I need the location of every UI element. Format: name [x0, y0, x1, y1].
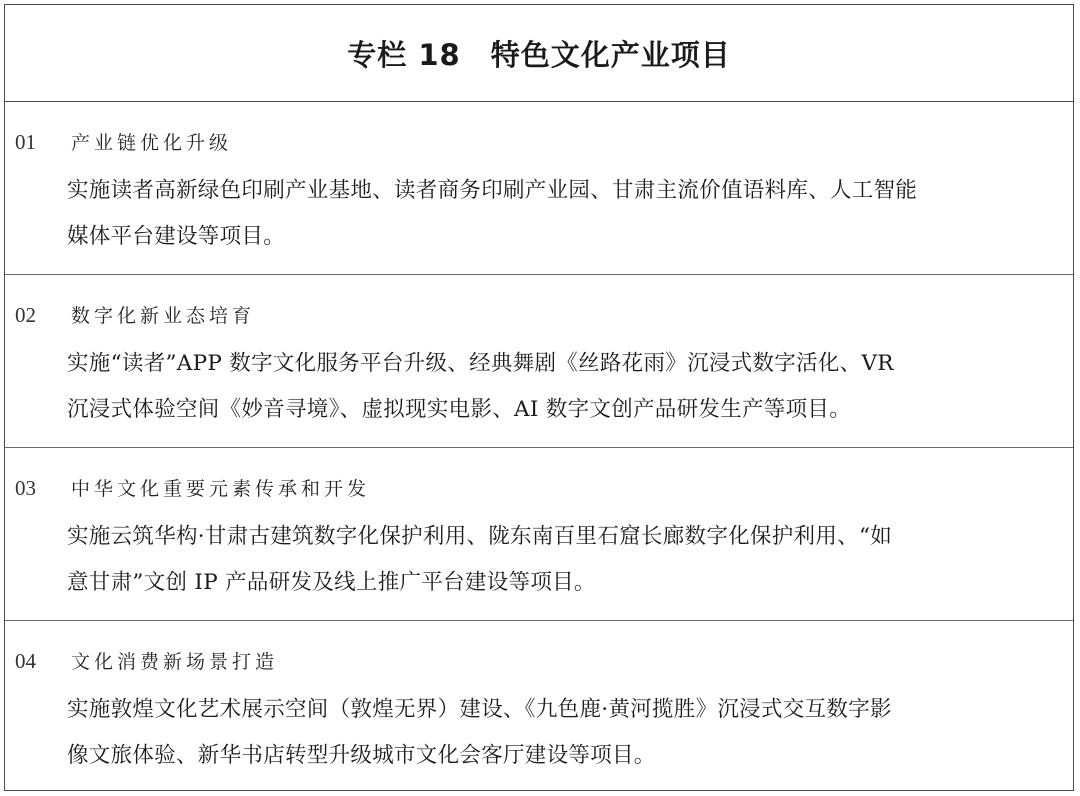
section-body: [67, 514, 1067, 606]
section-heading: 数字化新业态培育: [71, 305, 256, 327]
section-body: [67, 341, 1067, 433]
section-heading: 中华文化重要元素传承和开发: [71, 478, 371, 500]
body-line: 沉浸式体验空间《妙音寻境》、虚拟现实电影、AI 数字文创产品研发生产等项目。: [67, 397, 852, 422]
section-04: [5, 621, 1073, 793]
title-row: [5, 5, 1073, 102]
body-line: 实施敦煌文化艺术展示空间（敦煌无界）建设、《九色鹿·黄河揽胜》沉浸式交互数字影: [67, 697, 892, 722]
section-number: 01: [15, 130, 36, 154]
body-line: 实施“读者”APP 数字文化服务平台升级、经典舞剧《丝路花雨》沉浸式数字活化、VR: [67, 351, 894, 376]
feature-table: [4, 4, 1074, 791]
body-line: 媒体平台建设等项目。: [67, 224, 286, 249]
section-02: [5, 275, 1073, 448]
section-header: [15, 128, 232, 155]
section-number: 03: [15, 476, 36, 500]
section-01: [5, 102, 1073, 275]
section-heading: 产业链优化升级: [71, 132, 233, 154]
section-header: [15, 647, 278, 674]
body-line: 实施读者高新绿色印刷产业基地、读者商务印刷产业园、甘肃主流价值语料库、人工智能: [67, 178, 918, 203]
body-line: 意甘肃”文创 IP 产品研发及线上推广平台建设等项目。: [67, 570, 596, 595]
section-header: [15, 301, 255, 328]
section-body: [67, 687, 1067, 779]
body-line: 实施云筑华构·甘肃古建筑数字化保护利用、陇东南百里石窟长廊数字化保护利用、“如: [67, 524, 893, 549]
table-title: 专栏 18 特色文化产业项目: [347, 37, 731, 72]
section-number: 04: [15, 649, 36, 673]
section-body: [67, 168, 1067, 260]
section-03: [5, 448, 1073, 621]
section-header: [15, 474, 370, 501]
section-number: 02: [15, 303, 36, 327]
section-heading: 文化消费新场景打造: [71, 651, 279, 673]
body-line: 像文旅体验、新华书店转型升级城市文化会客厅建设等项目。: [67, 743, 656, 768]
